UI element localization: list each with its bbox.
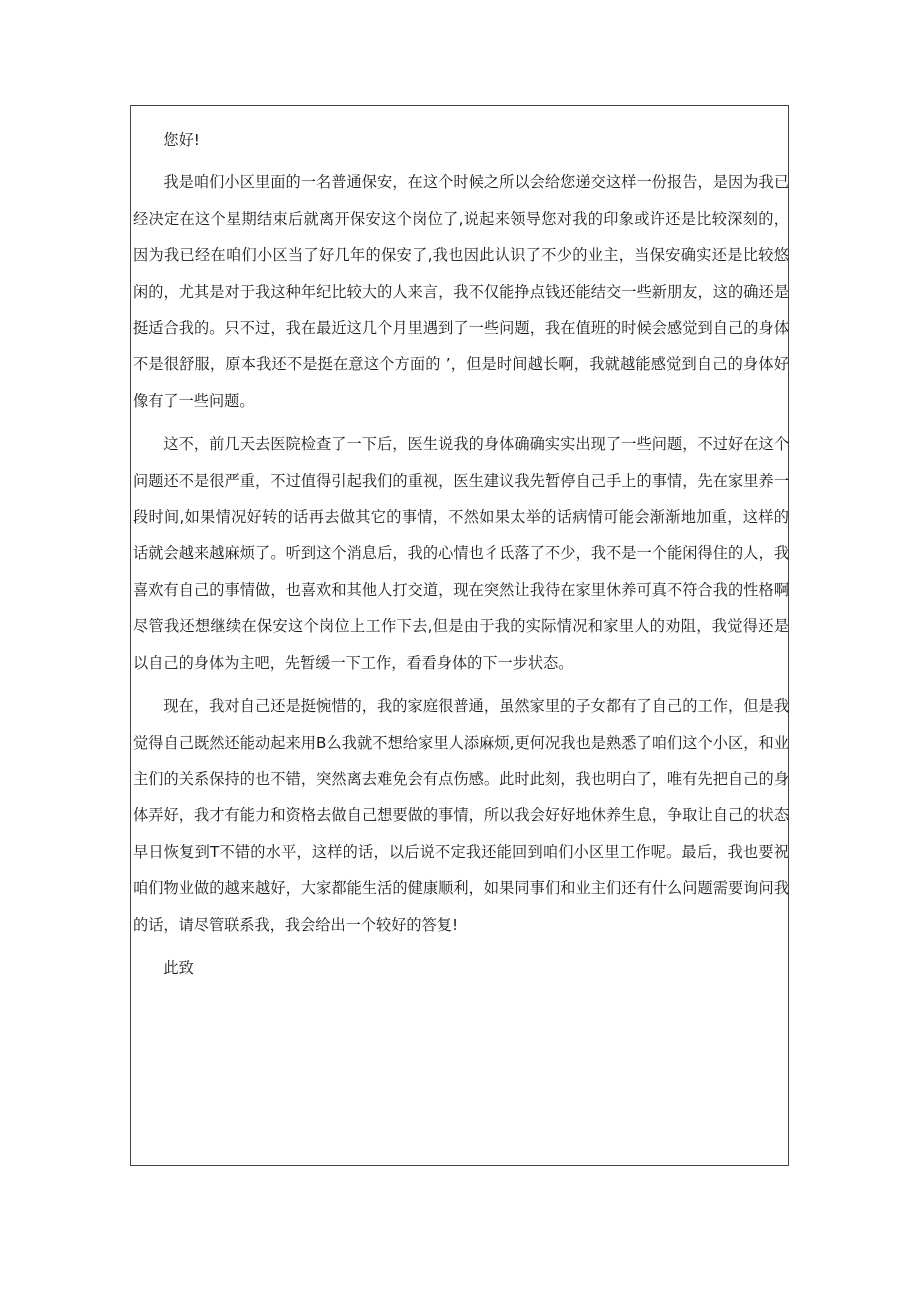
- paragraph-1: 我是咱们小区里面的一名普通保安，在这个时候之所以会给您递交这样一份报告，是因为我已经决定在这个星期结束后就离开保安这个岗位了,说起来领导您对我的印象或许还是比较深刻的，因为我已经在咱们小区当了好几年的保安了,我也因此认识了不少的业主，当保安确实还是比较悠闲的，尤其是对于我这种年纪比较大的人来言，我不仅能挣点钱还能结交一些新朋友，这的确还是挺适合我的。只不过，我在最近这几个月里遇到了一些问题，我在值班的时候会感觉到自己的身体不是很舒服，原本我还不是挺在意这个方面的 ’，但是时间越长啊，我就越能感觉到自己的身体好像有了一些问题。: [133, 173, 789, 410]
- letter-body: [133, 122, 789, 993]
- greeting: 您好!: [163, 131, 200, 149]
- paragraph-3: 现在，我对自己还是挺惋惜的，我的家庭很普通，虽然家里的子女都有了自己的工作，但是我觉得自己既然还能动起来用B么我就不想给家里人添麻烦,更何况我也是熟悉了咱们这个小区，和业主们的关系保持的也不错，突然离去难免会有点伤感。此时此刻，我也明白了，唯有先把自己的身体弄好，我才有能力和资格去做自己想要做的事情，所以我会好好地休养生息，争取让自己的状态早日恢复到T不错的水平，这样的话，以后说不定我还能回到咱们小区里工作呢。最后，我也要祝咱们物业做的越来越好，大家都能生活的健康顺利，如果同事们和业主们还有什么问题需要询问我的话，请尽管联系我，我会给出一个较好的答复!: [133, 697, 789, 934]
- paragraph-2: 这不，前几天去医院检查了一下后，医生说我的身体确确实实出现了一些问题，不过好在这个问题还不是很严重，不过值得引起我们的重视，医生建议我先暂停自己手上的事情，先在家里养一段时间,如果情况好转的话再去做其它的事情，不然如果太举的话病情可能会渐渐地加重，这样的话就会越来越麻烦了。听到这个消息后，我的心情也彳氐落了不少，我不是一个能闲得住的人，我喜欢有自己的事情做，也喜欢和其他人打交道，现在突然让我待在家里休养可真不符合我的性格啊尽管我还想继续在保安这个岗位上工作下去,但是由于我的实际情况和家里人的劝阻，我觉得还是以自己的身体为主吧，先暂缓一下工作，看看身体的下一步状态。: [133, 435, 789, 672]
- closing: 此致: [163, 958, 194, 977]
